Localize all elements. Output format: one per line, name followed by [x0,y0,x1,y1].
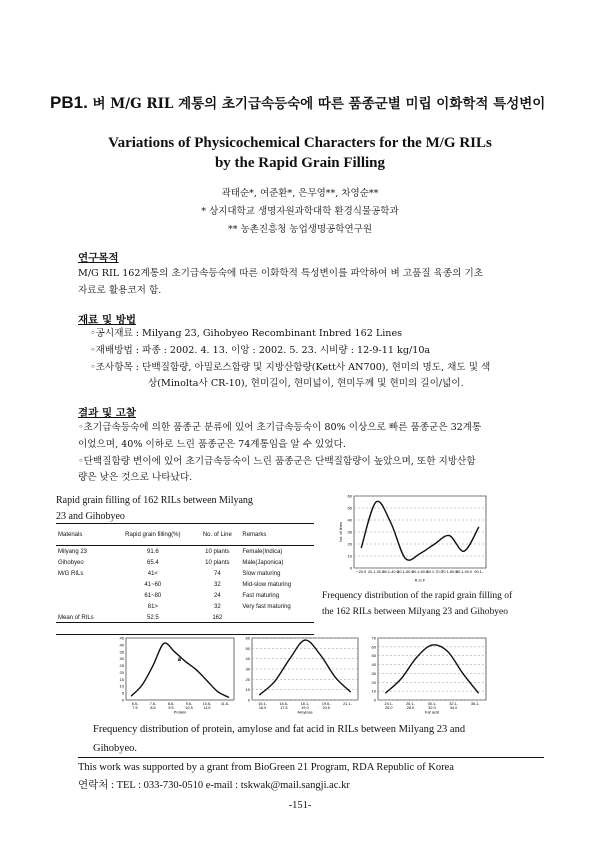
data-point-0 [259,694,260,695]
y-tick-label: 60 [245,635,250,641]
table-cell: 65.4 [147,559,159,566]
table-cell: Female(Indica) [242,548,283,555]
x-axis-label: Protein [173,709,187,715]
table-cell: 24 [213,592,221,599]
table-cell: 10 plants [205,559,230,566]
results-line-3: ◦단백질함량 변이에 있어 초기급속등숙이 느린 품종군은 단백질함량이 높았으며, 또한 지방산함 [78,456,476,467]
table-cell: M/G RILs [58,570,84,577]
x-tick-label: 15.1-16.0 [258,702,267,710]
series-line [386,645,479,693]
affiliation-2: ** 농촌진흥청 농업생명공학연구원 [227,224,373,235]
chart-annotation: a [177,656,181,663]
y-tick-label: 0 [349,565,352,571]
y-tick-label: 20 [119,669,124,675]
caption1-line1: Frequency distribution of the rapid grain filling of [322,591,513,601]
y-tick-label: 30 [245,666,250,672]
table-row [56,568,314,579]
series-line [131,643,228,697]
contact-info: 연락처 : TEL : 033-730-0510 e-mail : tskwak@mail.sangji.ac.kr [78,780,350,791]
table-cell: Slow maturing [242,570,281,577]
x-tick-label: 24.1-26.0 [384,702,394,710]
results-line-1: ◦초기급속등숙에 의한 품종군 분류에 있어 초기급속등숙이 80% 이상으로 빠른 품종군은 32계통 [78,422,482,433]
results-line-2: 이었으며, 40% 이하로 느린 품종군은 74계통임을 알 수 있었다. [78,439,346,450]
y-tick-label: 40 [245,656,250,662]
x-tick-label: 30.1-32.0 [427,702,437,710]
data-point-0 [361,547,362,548]
table-cell [56,601,111,612]
purpose-line-1: M/G RIL 162계통의 초기급속등숙에 따른 이화학적 특성변이를 파악하여 벼 고품질 육종의 기초 [78,268,484,279]
y-tick-label: 50 [371,653,376,659]
table-header: Materials [58,532,83,538]
data-point-5 [185,661,186,662]
paper-code: PB1. [50,93,88,112]
table-cell: 162 [212,614,223,621]
caption-rapid-grain-filling [322,588,532,620]
y-tick-label: 10 [245,687,250,693]
data-point-6 [196,669,197,670]
y-tick-label: 10 [119,683,124,689]
data-point-2 [416,657,417,658]
x-tick-label: 32.1-34.0 [449,702,458,710]
affiliation-1: * 상지대학교 생명자원과학대학 환경식물공학과 [201,206,399,217]
funding-note: This work was supported by a grant from BioGreen 21 Program, RDA Republic of Korea [78,762,454,773]
x-tick-label: 36.1- [470,702,480,706]
table-cell: Mid-slow maturing [242,581,292,588]
y-tick-label: 50 [245,645,250,651]
y-tick-label: 10 [371,688,376,694]
caption1-line2: the 162 RILs between Milyang 23 and Gihobyeo [322,607,509,617]
x-axis-label: R.G.F [414,577,426,583]
y-tick-label: 40 [119,642,124,648]
results-heading: 결과 및 고찰 [78,407,137,419]
protein-chart [112,632,238,718]
data-point-4 [174,651,175,652]
table-header-row [56,524,314,546]
x-tick-label: 8.6-9.5 [167,702,175,710]
data-point-2 [152,665,153,666]
y-tick-label: 30 [347,529,352,535]
table-row [56,579,314,590]
y-tick-label: 40 [347,517,352,523]
x-axis-label: Amylose [297,709,313,715]
table-cell: 52.5 [147,614,159,621]
data-point-5 [434,543,435,544]
table-title [56,493,326,525]
table-header: No. of Line [202,532,232,538]
table-cell: 41< [147,570,158,577]
table-cell [56,579,111,590]
english-title-line1: Variations of Physicochemical Characters for the M/G RILs [108,135,492,151]
data-point-4 [419,553,420,554]
data-point-0 [385,692,386,693]
methods-line-4: 상(Minolta사 CR-10), 현미길이, 현미넓이, 현미두께 및 현미의 길이/넓이. [148,378,464,389]
x-tick-label: 90.1- [474,570,483,574]
english-title-line2: by the Rapid Grain Filling [214,155,386,171]
table-header: Rapid grain filling(%) [125,532,181,538]
data-point-3 [304,639,305,640]
rapid-grain-filling-chart [338,492,490,584]
rapid-grain-filling-table [56,524,314,623]
x-tick-label: 21.1- [343,702,352,706]
x-tick-label: 18.1-19.0 [300,702,310,710]
data-point-1 [375,501,376,502]
y-tick-label: 20 [245,676,250,682]
y-tick-label: 0 [373,697,376,703]
y-tick-label: 25 [119,663,124,669]
x-tick-label: 80.1-90.0 [455,570,473,574]
y-tick-label: 10 [347,553,352,559]
y-tick-label: 60 [371,644,376,650]
data-point-3 [405,558,406,559]
y-tick-label: 30 [371,670,376,676]
methods-heading: 재료 및 방법 [78,314,137,326]
y-tick-label: 15 [119,676,124,682]
methods-line-3: ◦조사항목 : 단백질함량, 아밀로스함량 및 지방산함량(Kett사 AN700), 현미의 명도, 채도 및 색 [90,362,491,373]
table-cell: Fast maturing [242,592,280,599]
data-point-4 [447,651,448,652]
y-tick-label: 45 [119,635,124,641]
data-point-1 [142,684,143,685]
x-tick-label: 7.6-8.5 [149,702,157,710]
data-point-5 [335,677,336,678]
table-cell: Very fast maturing [242,603,291,610]
page-number: -151- [288,800,312,811]
y-tick-label: 5 [121,690,124,696]
y-tick-label: 40 [371,662,376,668]
x-tick-label: 16.6-17.5 [279,702,289,710]
amylose-chart [238,632,362,718]
data-point-3 [431,644,432,645]
data-point-8 [217,691,218,692]
table-cell: 61~80 [144,592,162,599]
y-tick-label: 50 [347,505,352,511]
table-cell: 10 plants [205,548,230,555]
table-cell: 32 [213,581,221,588]
data-point-4 [320,654,321,655]
caption2-line2: Gihobyeo. [93,743,138,754]
y-tick-label: 0 [121,697,124,703]
data-point-5 [462,673,463,674]
table-row [56,590,314,601]
y-tick-label: 35 [119,649,124,655]
table-cell: 74 [213,570,221,577]
table-cell: Milyang 23 [58,548,88,555]
table-cell: 91.6 [147,548,159,555]
table-title-line1: Rapid grain filling of 162 RILs between Milyang [56,495,253,506]
x-tick-label: 26.1-28.0 [406,702,415,710]
fat-acid-chart [364,632,490,718]
x-tick-label: 20.1-30.0 [367,570,385,574]
methods-line-2: ◦재배방법 : 파종 : 2002. 4. 13. 이앙 : 2002. 5. 23. 시비량 : 12-9-11 kg/10a [90,345,431,356]
table-cell: Gihobyeo [58,559,84,566]
table-cell: 81> [147,603,158,610]
plot-frame [378,638,486,700]
table-cell: 41~60 [144,581,162,588]
table-row [56,601,314,612]
data-point-0 [131,695,132,696]
x-axis-label: Fat acid [424,709,440,715]
data-point-6 [449,535,450,536]
data-point-8 [478,527,479,528]
caption2-line1: Frequency distribution of protein, amylose and fat acid in RILs between Milyang 23 and [93,724,466,735]
x-tick-label: 40.1-50.0 [397,570,414,574]
table-cell [56,590,111,601]
data-point-6 [350,691,351,692]
plot-frame [126,638,234,700]
table-row [56,546,314,557]
data-point-6 [478,692,479,693]
table-cell: Mean of RILs [58,614,94,621]
y-tick-label: 0 [247,697,250,703]
y-tick-label: 30 [119,656,124,662]
y-tick-label: 70 [371,635,376,641]
table-cell: Male(Japonica) [242,559,284,566]
y-tick-label: 20 [371,679,376,685]
data-point-1 [401,678,402,679]
x-tick-label: 19.6-20.5 [321,702,331,710]
author-names: 곽태순*, 여준환*, 은무영**, 차영순** [221,188,379,199]
table-row [56,557,314,568]
x-tick-label: 11.6- [220,702,230,706]
x-tick-label: 6.5-7.5 [131,702,139,710]
x-tick-label: 30.1-40.0 [382,570,399,574]
purpose-heading: 연구목적 [78,252,119,264]
data-point-1 [274,681,275,682]
data-point-3 [163,643,164,644]
data-point-2 [390,522,391,523]
data-point-7 [463,551,464,552]
x-tick-label: 70.1-80.0 [441,570,458,574]
x-tick-label: 10.6-11.5 [202,702,212,710]
y-tick-label: 60 [347,493,352,499]
table-cell: 32 [213,603,221,610]
purpose-line-2: 자료로 활용코저 함. [78,285,162,296]
methods-line-1: ◦공시재료 : Milyang 23, Gihobyeo Recombinant Inbred 162 Lines [90,328,403,339]
y-axis-label: No. of lines [338,521,343,543]
x-tick-label: 9.6-10.5 [185,702,193,710]
data-point-9 [228,697,229,698]
data-point-2 [289,658,290,659]
y-tick-label: 20 [347,541,352,547]
x-tick-label: 50.1-60.0 [411,570,429,574]
table-title-line2: 23 and Gihobyeo [56,511,125,522]
korean-header [50,92,570,113]
results-line-4: 량은 낮은 것으로 나타났다. [78,472,193,483]
x-tick-label: 60.1-70.0 [426,570,443,574]
x-tick-label: ~20.0 [356,570,367,574]
series-line [361,501,478,560]
table-header: Remarks [242,532,267,538]
korean-title: 벼 M/G RIL 계통의 초기급속등숙에 따른 품종군별 미립 이화학적 특성변이 [92,96,546,112]
data-point-7 [206,680,207,681]
caption-frequency-distribution [93,720,533,758]
